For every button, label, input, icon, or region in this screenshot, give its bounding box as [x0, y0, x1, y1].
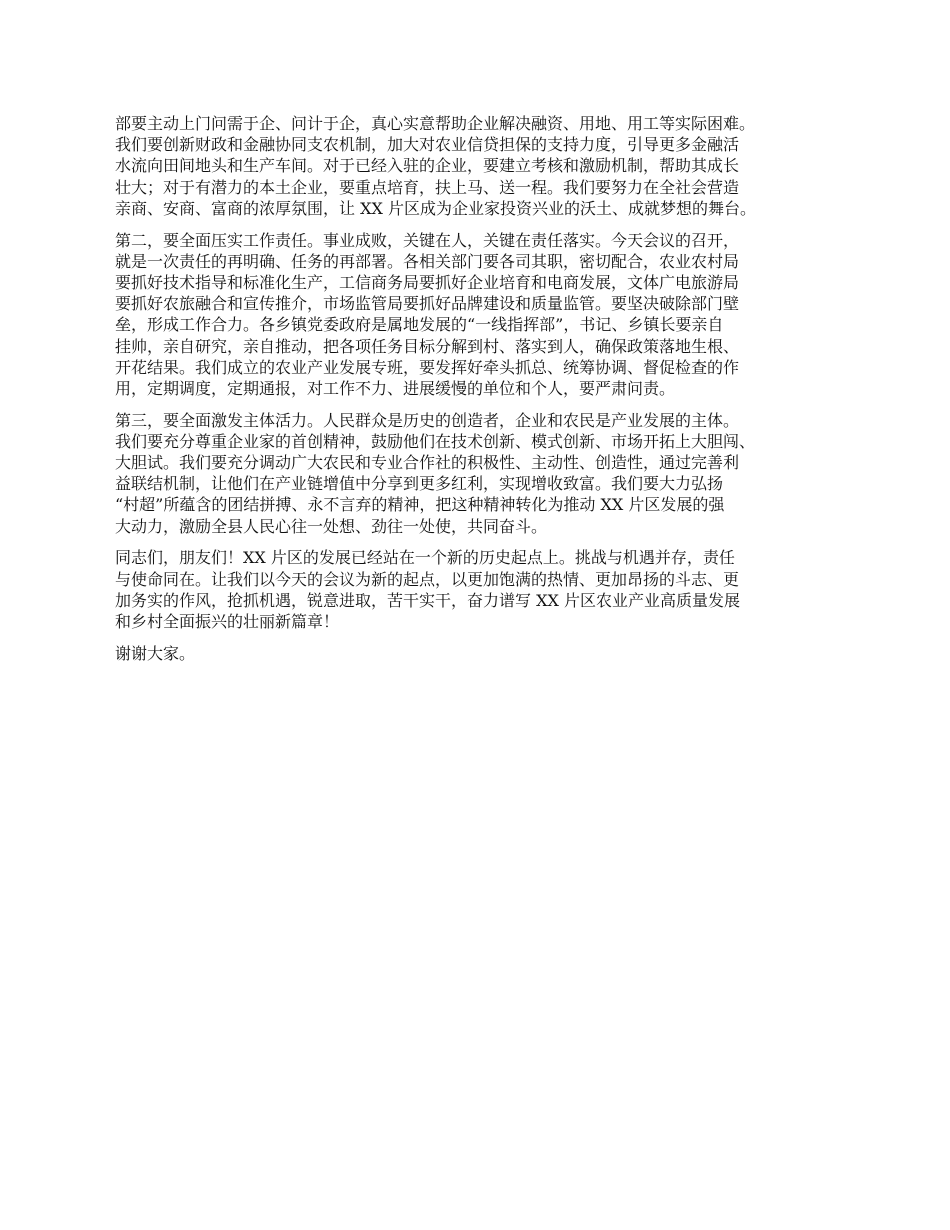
text-line: 挂帅，亲自研究，亲自推动，把各项任务目标分解到村、落实到人，确保政策落地生根、 — [115, 336, 740, 356]
text-line: 壮大；对于有潜力的本土企业，要重点培育，扶上马、送一程。我们要努力在全社会营造 — [115, 177, 740, 197]
text-line: 就是一次责任的再明确、任务的再部署。各相关部门要各司其职，密切配合，农业农村局 — [115, 251, 740, 271]
text-line: 大胆试。我们要充分调动广大农民和专业合作社的积极性、主动性、创造性，通过完善利 — [115, 453, 740, 473]
text-line: 第二，要全面压实工作责任。事业成败，关键在人，关键在责任落实。今天会议的召开， — [115, 230, 740, 250]
text-line: 亲商、安商、富商的浓厚氛围，让 XX 片区成为企业家投资兴业的沃土、成就梦想的舞台。 — [115, 198, 756, 218]
paragraph-5 — [115, 643, 850, 664]
text-line: 水流向田间地头和生产车间。对于已经入驻的企业，要建立考核和激励机制，帮助其成长 — [115, 156, 740, 176]
text-line: 开花结果。我们成立的农业产业发展专班，要发挥好牵头抓总、统筹协调、督促检查的作 — [115, 357, 740, 377]
text-line: 第三，要全面激发主体活力。人民群众是历史的创造者，企业和农民是产业发展的主体。 — [115, 410, 740, 430]
paragraph-2 — [115, 230, 850, 400]
document-page — [115, 113, 850, 674]
text-line: “村超”所蕴含的团结拼搏、永不言弃的精神，把这种精神转化为推动 XX 片区发展的强 — [115, 495, 725, 515]
text-line: 与使命同在。让我们以今天的会议为新的起点，以更加饱满的热情、更加昂扬的斗志、更 — [115, 569, 740, 589]
text-line: 益联结机制，让他们在产业链增值中分享到更多红利，实现增收致富。我们要大力弘扬 — [115, 474, 724, 494]
text-line: 我们要创新财政和金融协同支农机制，加大对农业信贷担保的支持力度，引导更多金融活 — [115, 135, 740, 155]
text-line: 要抓好农旅融合和宣传推介，市场监管局要抓好品牌建设和质量监管。要坚决破除部门壁 — [115, 294, 740, 314]
text-line: 用，定期调度，定期通报，对工作不力、进展缓慢的单位和个人，要严肃问责。 — [115, 378, 676, 398]
text-line: 大动力，激励全县人民心往一处想、劲往一处使，共同奋斗。 — [115, 516, 548, 536]
paragraph-1 — [115, 113, 850, 219]
text-line: 加务实的作风，抢抓机遇，锐意进取，苦干实干，奋力谱写 XX 片区农业产业高质量发展 — [115, 590, 740, 610]
text-line: 和乡村全面振兴的壮丽新篇章！ — [115, 611, 340, 631]
text-line: 部要主动上门问需于企、问计于企，真心实意帮助企业解决融资、用地、用工等实际困难。 — [115, 114, 756, 133]
paragraph-4 — [115, 547, 850, 632]
text-line: 垒，形成工作合力。各乡镇党委政府是属地发展的“一线指挥部”，书记、乡镇长要亲自 — [115, 315, 724, 335]
text-line: 我们要充分尊重企业家的首创精神，鼓励他们在技术创新、模式创新、市场开拓上大胆闯、 — [115, 431, 756, 451]
text-line: 谢谢大家。 — [115, 643, 196, 663]
text-line: 要抓好技术指导和标准化生产，工信商务局要抓好企业培育和电商发展，文体广电旅游局 — [115, 272, 740, 292]
paragraph-3 — [115, 410, 850, 537]
text-line: 同志们，朋友们！XX 片区的发展已经站在一个新的历史起点上。挑战与机遇并存，责任 — [115, 548, 735, 568]
